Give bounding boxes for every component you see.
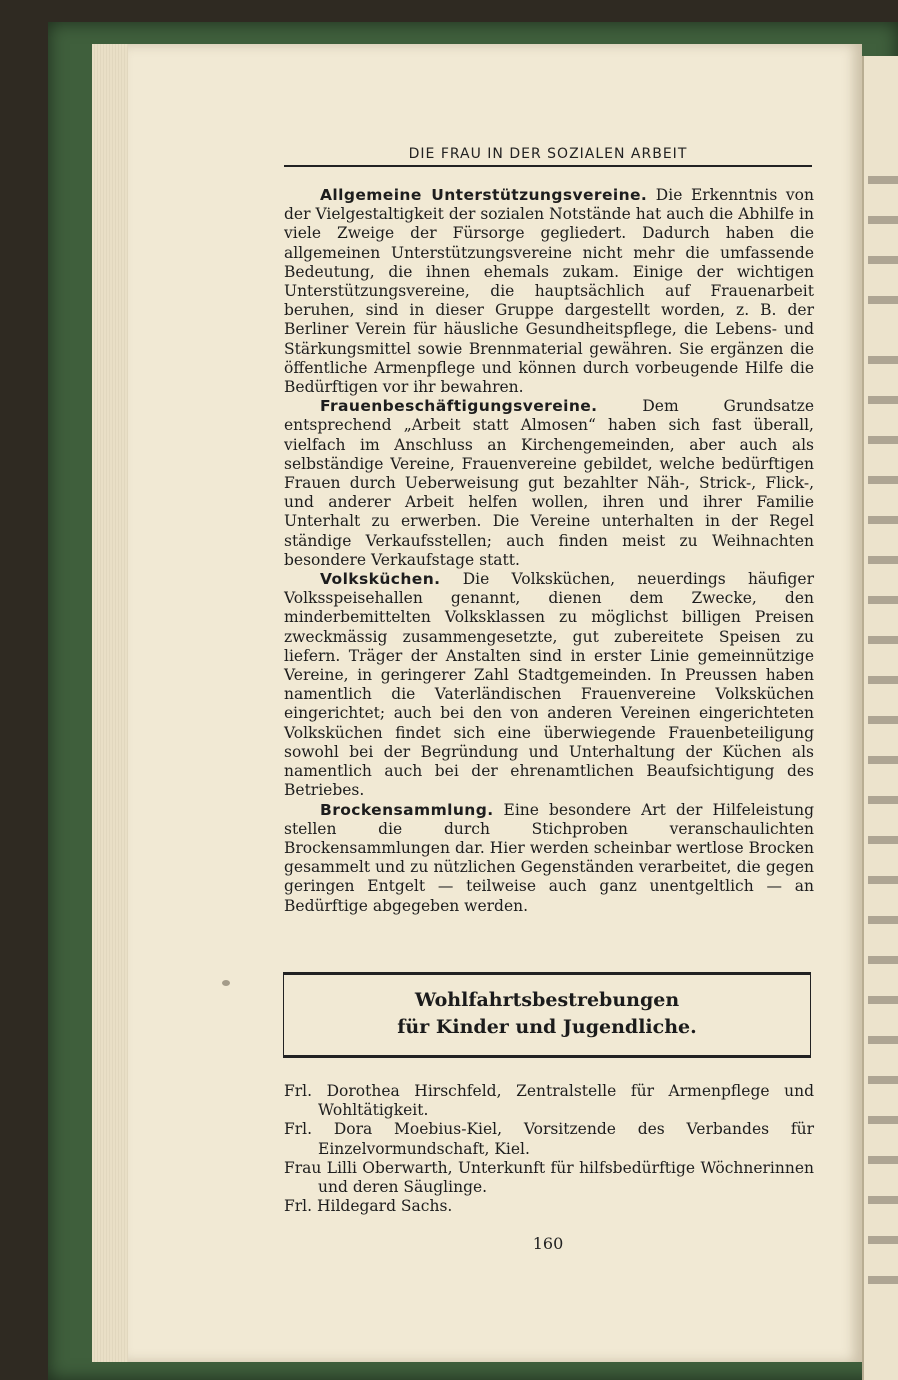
header-rule bbox=[284, 165, 812, 167]
section-title-line: für Kinder und Jugendliche. bbox=[397, 1016, 697, 1038]
paragraph bbox=[284, 801, 814, 916]
paper-speck bbox=[222, 980, 230, 986]
list-item: Frl. Dorothea Hirschfeld, Zentralstelle für Armenpflege und Wohltätigkeit. bbox=[284, 1082, 814, 1120]
page-number: 160 bbox=[532, 1234, 564, 1253]
paragraph-text: Eine besondere Art der Hilfeleistung stellen die durch Stichproben veranschaulichten Brockensammlungen dar. Hier werden scheinbar wertlose Brocken gesammelt und zu nützlichen Gegenständen verarbeitet, die gegen geringen Entgelt — teilweise auch ganz unentgeltlich — an Bedürftige abgegeben werden. bbox=[284, 800, 814, 915]
body-text bbox=[284, 186, 814, 916]
paragraph-text: Dem Grundsatze entsprechend „Arbeit statt Almosen“ haben sich fast überall, vielfach im Anschluss an Kirchengemeinden, aber auch als selbständige Vereine, Frauenvereine gebildet, welche bedürftigen Frauen durch Ueberweisung gut bezahlter Näh-, Strick-, Flick-, und anderer Arbeit helfen wollen, ihren und ihrer Familie Unterhalt zu erwerben. Die Vereine unterhalten in der Regel ständige Verkaufsstellen; auch finden meist zu Weihnachten besondere Verkaufstage statt. bbox=[284, 397, 814, 569]
paragraph bbox=[284, 570, 814, 800]
list-item: Frau Lilli Oberwarth, Unterkunft für hilfsbedürftige Wöchnerinnen und deren Säuglinge. bbox=[284, 1158, 814, 1197]
section-title-line: Wohlfahrtsbestrebungen bbox=[414, 989, 680, 1011]
paragraph-text: Die Erkenntnis von der Vielgestaltigkeit der sozialen Notstände hat auch die Abhilfe in viele Zweige der Fürsorge gegliedert. Dadurch haben die allgemeinen Unterstützungsvereine nicht mehr die umfassende Bedeutung, die ihnen ehemals zukam. Einige der wichtigen Unterstützungsvereine, die hauptsächlich auf Frauenarbeit beruhen, sind in dieser Gruppe dargestellt worden, z. B. der Berliner Verein für häusliche Gesundheitspflege, die Lebens- und Stärkungsmittel sowie Brennmaterial gewähren. Sie ergänzen die öffentliche Armenpflege und können durch vorbeugende Hilfe die Bedürftigen vor ihr bewahren. bbox=[284, 186, 814, 397]
section-heading-box bbox=[283, 972, 811, 1058]
paragraph-heading: Frauenbeschäftigungsvereine. bbox=[320, 397, 598, 416]
paragraph bbox=[284, 186, 814, 397]
page-edges bbox=[92, 44, 132, 1362]
list-item: Frl. Hildegard Sachs. bbox=[284, 1197, 453, 1216]
list-item: Frl. Dora Moebius-Kiel, Vorsitzende des Verbandes für Einzelvormundschaft, Kiel. bbox=[284, 1120, 814, 1158]
paragraph-heading: Volksküchen. bbox=[320, 570, 441, 589]
paragraph bbox=[284, 397, 814, 570]
running-head: DIE FRAU IN DER SOZIALEN ARBEIT bbox=[408, 146, 688, 162]
section-title bbox=[284, 987, 810, 1041]
adjacent-page bbox=[862, 56, 898, 1380]
paragraph-heading: Brockensammlung. bbox=[320, 800, 494, 819]
paragraph-text: Die Volksküchen, neuerdings häufiger Volksspeisehallen genannt, dienen dem Zwecke, den minderbemittelten Volksklassen zu möglichst billigen Preisen zweckmässig zusammengesetzte, gut zubereitete Speisen zu liefern. Träger der Anstalten sind in erster Linie gemeinnützige Vereine, in geringerer Zahl Stadtgemeinden. In Preussen haben namentlich die Vaterländischen Frauenvereine Volksküchen eingerichtet; auch bei den von anderen Vereinen eingerichteten Volksküchen findet sich eine überwiegende Frauenbeteiligung sowohl bei der Begründung und Unterhaltung der Küchen als namentlich auch bei der ehrenamtlichen Beaufsichtigung des Betriebes. bbox=[284, 570, 814, 800]
contributor-list bbox=[284, 1082, 814, 1216]
paragraph-heading: Allgemeine Unterstützungsvereine. bbox=[320, 186, 648, 204]
